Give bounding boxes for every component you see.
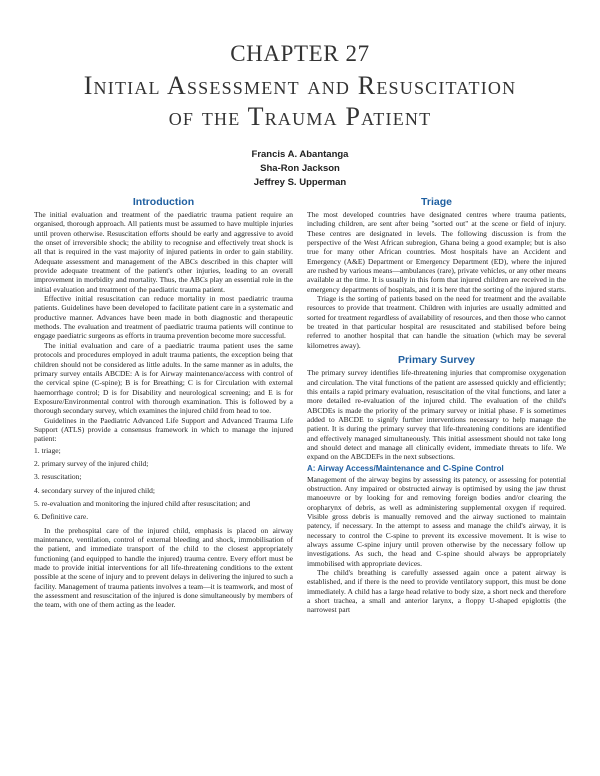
chapter-title-line-2: of the Trauma Patient <box>168 102 432 131</box>
section-heading-primary-survey: Primary Survey <box>397 354 476 367</box>
paragraph: Triage is the sorting of patients based on the need for treatment and the available resources to provide that treatment. Children with injuries are usually admitted and sorted for treatment regardless of availability of resources, and then those who cannot be treated in that particular hospital are resuscitated and stabilised before being referred to another hospital that can handle the situation (which may be several kilometres away). <box>307 294 566 350</box>
management-steps-list <box>34 446 293 522</box>
author-list <box>34 148 566 190</box>
paragraph: Effective initial resuscitation can reduce mortality in most paediatric trauma patients. Guidelines have been developed to facilitate patient care in a systematic and productive manner. Advances have been made in both diagnostic and therapeutic methods. The evaluation and treatment of paediatric trauma patients will continue to engage paediatric surgeons as efforts in trauma prevention become more successful. <box>34 294 293 341</box>
paragraph: The most developed countries have designated centres where trauma patients, including children, are sent after being "sorted out" at the scene or field of injury. These centres are designated in levels. The following discussion is from the perspective of the West African subregion, Ghana being a good example; but is also true for many other African countries. Most hospitals have an Accident and Emergency (A&E) Department or Emergency Department (ED), where the injured are rushed by various means—ambulances (rare), private vehicles, or any other means available at the time. It is usually in this form that injured children are received in the emergency departments of hospitals, and it is here that the sorting of the injured starts. <box>307 210 566 294</box>
paragraph: The child's breathing is carefully assessed again once a patent airway is established, and if there is the need to provide ventilatory support, this must be done immediately. A child has a large head relative to body size, a short neck and therefore a short trachea, a small and anterior larynx, a floppy U-shaped epiglottis (the narrowest part <box>307 568 566 615</box>
chapter-number: CHAPTER 27 <box>230 41 370 66</box>
paragraph: Guidelines in the Paediatric Advanced Life Support and Advanced Trauma Life Support (ATLS) provide a consensus framework in which to manage the injured patient: <box>34 415 293 444</box>
section-heading-triage: Triage <box>421 196 452 208</box>
list-item: 6. Definitive care. <box>34 512 89 522</box>
list-item: 4. secondary survey of the injured child; <box>34 485 156 495</box>
list-item: 5. re-evaluation and monitoring the injured child after resuscitation; and <box>34 498 251 508</box>
paragraph: Management of the airway begins by assessing its patency, or assessing for potential obstruction. Any impaired or obstructed airway is optimised by using the jaw thrust manoeuvre or by looking for and removing foreign bodies and/or clearing the oropharynx of debris, as well as administering supplemental oxygen if required. Visible gross debris is manually removed and the airway suctioned to maintain patency, if necessary. In the attempt to assess and manage the child's airway, it is necessary to control the C-spine to prevent its excessive movement. It is wise to always assume C-spine injury until proven otherwise by the necessary follow up investigations. As such, the head and C-spine should always be appropriately immobilised with appropriate devices. <box>307 474 566 568</box>
list-item: 2. primary survey of the injured child; <box>34 458 149 468</box>
author-name: Sha-Ron Jackson <box>260 163 340 174</box>
body-columns <box>34 196 566 615</box>
author-name: Francis A. Abantanga <box>251 149 349 160</box>
paragraph: The primary survey identifies life-threatening injuries that compromise oxygenation and circulation. The vital functions of the patient are assessed quickly and efficiently; this entails a rapid primary evaluation, resuscitation of the vital functions, and later a more detailed re-evaluation of the injured child. The evaluation of the child's ABCDEs is made the priority of the primary survey or initial phase. F is sometimes added to ABCDE to signify further interventions necessary to help manage the patient. It is during the primary survey that life-threatening conditions are identified and effectively managed simultaneously. This initial assessment should not take long and should detect and manage all clinically evident, immediate threats to life. We expand on the ABCDEFs in the next subsections. <box>307 368 566 462</box>
paragraph: In the prehospital care of the injured child, emphasis is placed on airway maintenance, ventilation, control of external bleeding and shock, immobilisation of the patient, and immediate transport of the child to the closest appropriately functioning (and equipped to handle the injured) trauma centre. Every effort must be made to provide initial interventions for all life-threatening conditions to the extent possible at the scene of injury and to prevent delays in delivering the injured to such a facility. Management of trauma patients involves a team—it is teamwork, and most of the assessment and resuscitation of the injured is done simultaneously by members of the team, with one of them acting as the leader. <box>34 525 293 610</box>
right-column <box>307 196 566 615</box>
list-item: 3. resuscitation; <box>34 472 82 482</box>
left-column <box>34 196 293 615</box>
paragraph: The initial evaluation and treatment of the paediatric trauma patient require an organised, thorough approach. All patients must be assumed to have multiple injuries until proven otherwise. Resuscitation efforts should be early and aggressive to avoid the onset of irreversible shock; the ability to recognise and effectively treat shock is all that is required in the vast majority of injured patients in order to gain stability. Adequate assessment and management of the ABCs described in this chapter will provide adequate treatment of the patient's other injuries, leading to an overall improvement in morbidity and mortality. Thus, the ABCs play an essential role in the initial evaluation and treatment of the paediatric trauma patient. <box>34 210 293 294</box>
paragraph: The initial evaluation and care of a paediatric trauma patient uses the same protocols and procedures employed in adult trauma patients, the exception being that children should not be considered as little adults. In the same manner as in adults, the primary survey entails ABCDE: A is for Airway maintenance/access with control of the cervical spine (C-spine); B is for Breathing; C is for Circulation with external haemorrhage control; D is for Disability and neurological screening; and E is for Exposure/Environmental control with thorough examination. This is followed by a thorough secondary survey, which examines the injured child from head to toe. <box>34 340 293 416</box>
chapter-title <box>34 70 566 132</box>
chapter-title-line-1: Initial Assessment and Resuscitation <box>83 71 517 100</box>
section-heading-introduction: Introduction <box>132 196 195 208</box>
subsection-heading-airway: A: Airway Access/Maintenance and C-Spine Control <box>307 463 504 473</box>
author-name: Jeffrey S. Upperman <box>253 177 347 188</box>
list-item: 1. triage; <box>34 445 61 455</box>
